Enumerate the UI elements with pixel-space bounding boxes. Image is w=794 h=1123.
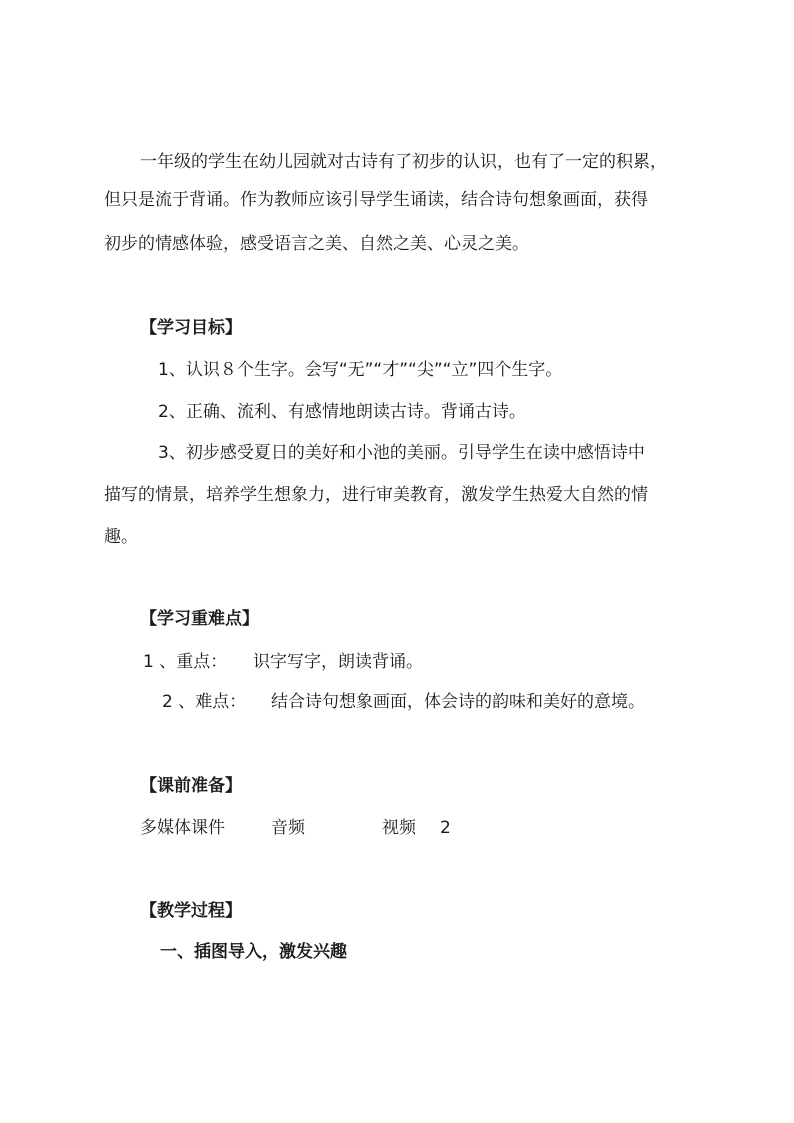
prep-item-multimedia: 多媒体课件: [140, 818, 225, 838]
process-step-1: 一、插图导入，激发兴趣: [160, 942, 347, 962]
key-point-label: 1 、重点：: [143, 652, 228, 672]
prep-item-video: 视频: [382, 818, 416, 838]
intro-line-1: 一年级的学生在幼儿园就对古诗有了初步的认识，也有了一定的积累，: [140, 152, 667, 172]
goal-item-3-line-1: 3、初步感受夏日的美好和小池的美丽。引导学生在读中感悟诗中: [158, 443, 645, 463]
intro-line-3: 初步的情感体验，感受语言之美、自然之美、心灵之美。: [104, 234, 529, 254]
prep-item-audio: 音频: [271, 818, 305, 838]
intro-line-2: 但只是流于背诵。作为教师应该引导学生诵读，结合诗句想象画面，获得: [104, 190, 648, 210]
goal-item-3-line-3: 趣。: [104, 527, 138, 547]
prep-heading: 【课前准备】: [140, 776, 242, 796]
difficulties-heading: 【学习重难点】: [140, 609, 259, 629]
prep-item-video-count: 2: [440, 818, 451, 838]
goal-item-2: 2、正确、流利、有感情地朗读古诗。背诵古诗。: [158, 402, 526, 422]
key-point-text: 识字写字，朗读背诵。: [253, 652, 423, 672]
goals-heading: 【学习目标】: [140, 318, 242, 338]
goal-item-3-line-2: 描写的情景，培养学生想象力，进行审美教育，激发学生热爱大自然的情: [104, 485, 648, 505]
difficult-point-text: 结合诗句想象画面，体会诗的韵味和美好的意境。: [271, 692, 645, 712]
goal-item-1: 1、认识８个生字。会写“无”“才”“尖”“立”四个生字。: [158, 360, 563, 380]
process-heading: 【教学过程】: [140, 901, 242, 921]
difficult-point-label: 2 、难点：: [162, 692, 247, 712]
